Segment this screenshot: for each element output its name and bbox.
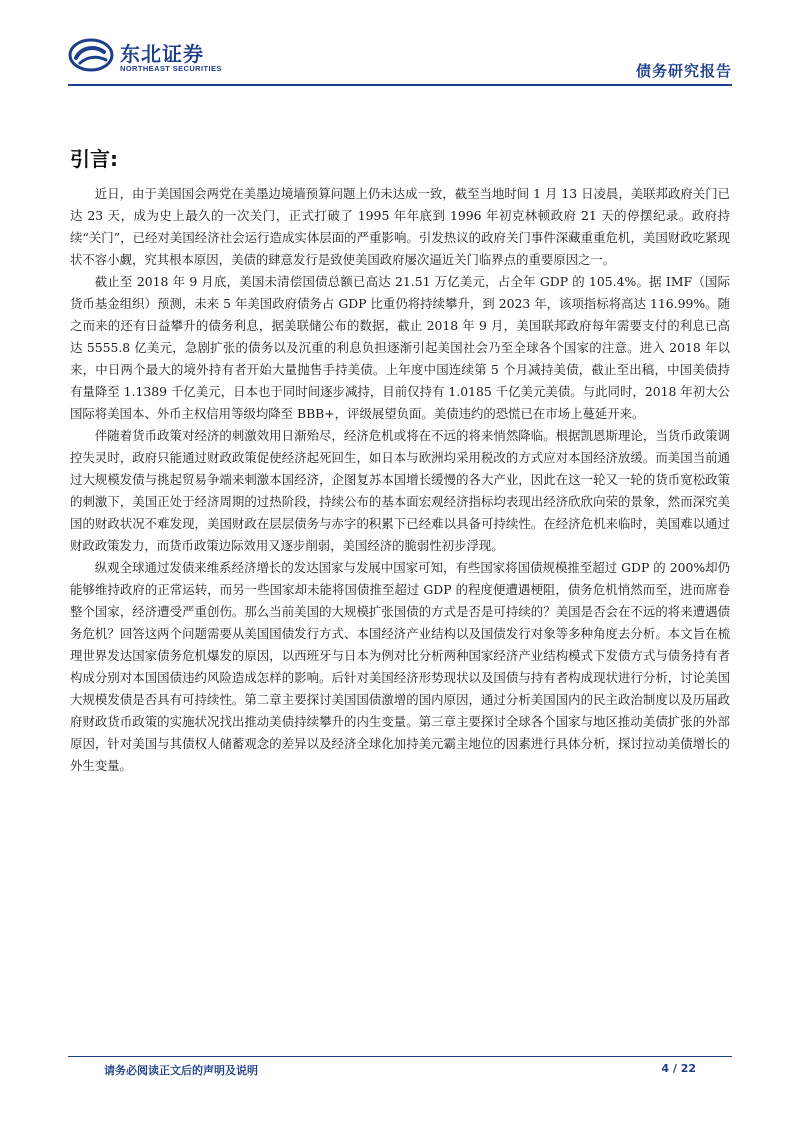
brand-name-english: NORTHEAST SECURITIES (120, 64, 222, 73)
body-paragraph: 截止至 2018 年 9 月底，美国未清偿国债总额已高达 21.51 万亿美元，占全年 GDP 的 105.4%。据 IMF（国际货币基金组织）预测，未来 5 年美国政府债务占 GDP 比重仍将持续攀升，到 2023 年，该项指标将高达 116.99%。随之而来的还有日益攀升的债务利息，据美联储公布的数据，截止 2018 年 9 月，美国联邦政府每年需要支付的利息已高达 5555.8 亿美元，急剧扩张的债务以及沉重的利息负担逐渐引起美国社会乃至全球各个国家的注意。进入 2018 年以来，中日两个最大的境外持有者开始大量抛售手持美债。上年度中国连续第 5 个月减持美债，截止至出稿，中国美债持有量降至 1.1389 千亿美元，日本也于同时间逐步减持，目前仅持有 1.0185 千亿美元美债。与此同时，2018 年初大公国际将美国本、外币主权信用等级均降至 BBB+，评级展望负面。美债违约的恐慌已在市场上蔓延开来。 (70, 274, 730, 421)
report-type-label: 债务研究报告 (635, 62, 732, 80)
body-paragraph: 纵观全球通过发债来维系经济增长的发达国家与发展中国家可知，有些国家将国债规模推至超过 GDP 的 200%却仍能够维持政府的正常运转，而另一些国家却未能将国债推至超过 GDP 的程度便遭遇梗阻，债务危机悄然而至，进而席卷整个国家，经济遭受严重创伤。那么当前美国的大规模扩张国债的方式是否是可持续的？美国是否会在不远的将来遭遇债务危机？回答这两个问题需要从美国国债发行方式、本国经济产业结构以及国债发行对象等多种角度去分析。本文旨在梳理世界发达国家债务危机爆发的原因，以西班牙与日本为例对比分析两种国家经济产业结构模式下发债方式与债务持有者构成分别对本国国债违约风险造成怎样的影响。后针对美国经济形势现状以及国债与持有者构成现状进行分析，讨论美国大规模发债是否具有可持续性。第二章主要探讨美国国债激增的国内原因，通过分析美国国内的民主政治制度以及历届政府财政货币政策的实施状况找出推动美债持续攀升的内生变量。第三章主要探讨全球各个国家与地区推动美债扩张的外部原因，针对美国与其债权人储蓄观念的差异以及经济全球化加持美元霸主地位的因素进行具体分析，探讨拉动美债增长的外生变量。 (70, 560, 730, 773)
northeast-securities-logo-icon (68, 38, 114, 72)
footer-disclaimer: 请务必阅读正文后的声明及说明 (104, 1064, 258, 1077)
body-paragraph: 伴随着货币政策对经济的刺激效用日渐殆尽，经济危机或将在不远的将来悄然降临。根据凯恩斯理论，当货币政策调控失灵时，政府只能通过财政政策促使经济起死回生，如日本与欧洲均采用税改的方式应对本国经济放缓。而美国当前通过大规模发债与挑起贸易争端来刺激本国经济，企图复苏本国增长缓慢的各大产业，因此在这一轮又一轮的货币宽松政策的刺激下，美国正处于经济周期的过热阶段，持续公布的基本面宏观经济指标均表现出经济欣欣向荣的景象，然而深究美国的财政状况不难发现，美国财政在层层债务与赤字的积累下已经难以具备可持续性。在经济危机来临时，美国难以通过财政政策发力，而货币政策边际效用又逐步削弱，美国经济的脆弱性初步浮现。 (70, 428, 730, 553)
brand-name-chinese: 东北证券 (120, 42, 204, 66)
header-divider (68, 84, 732, 86)
page-number: 4 / 22 (661, 1062, 696, 1075)
main-content (70, 145, 730, 777)
footer-divider (68, 1056, 732, 1057)
page-header (0, 0, 800, 90)
section-title: 引言: (70, 147, 118, 171)
body-paragraph: 近日，由于美国国会两党在美墨边境墙预算问题上仍未达成一致，截至当地时间 1 月 13 日凌晨，美联邦政府关门已达 23 天，成为史上最久的一次关门，正式打破了 1995 年年底到 1996 年初克林顿政府 21 天的停摆纪录。政府持续“关门”，已经对美国经济社会运行造成实体层面的严重影响。引发热议的政府关门事件深藏重重危机，美国财政吃紧现状不容小觑，究其根本原因，美债的肆意发行是致使美国政府屡次逼近关门临界点的重要原因之一。 (70, 186, 730, 267)
